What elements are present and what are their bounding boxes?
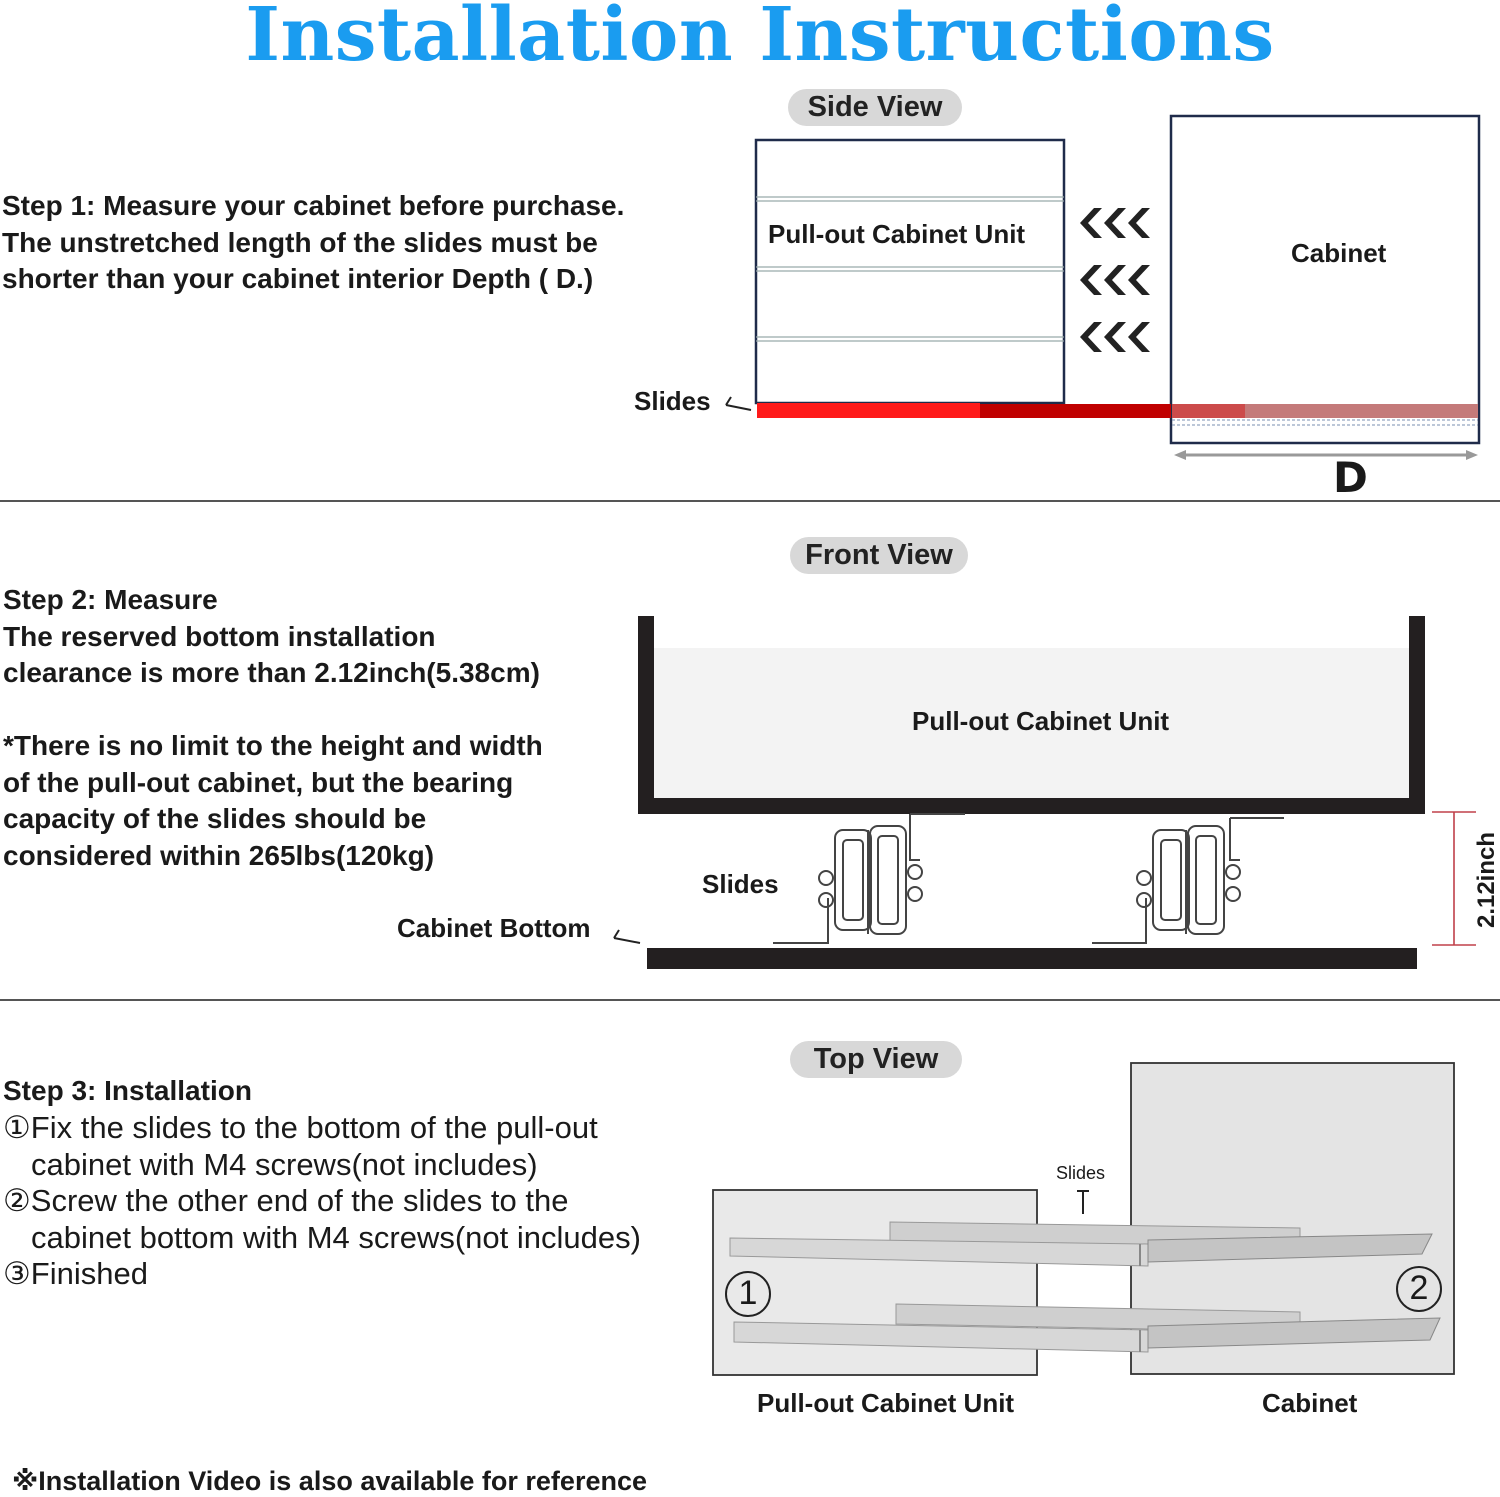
front-unit-label: Pull-out Cabinet Unit (912, 706, 1170, 736)
chevron-left-icon (1080, 208, 1150, 238)
step3-line: cabinet bottom with M4 screws(not includes) (31, 1219, 641, 1255)
step3-text (3, 1110, 641, 1293)
side-view-heading: Side View (788, 89, 962, 126)
step1-line: The unstretched length of the slides must be (2, 226, 598, 258)
step2-text (3, 582, 543, 874)
step2-line: *There is no limit to the height and width (3, 730, 543, 761)
step2-line (3, 692, 543, 729)
step2-line: Step 2: Measure (3, 584, 218, 615)
step3-line: ②Screw the other end of the slides to the (3, 1183, 569, 1218)
marker-1-label: 1 (738, 1274, 758, 1312)
front-view-heading: Front View (790, 537, 968, 574)
top-slides-label: Slides (1056, 1163, 1106, 1183)
step2-line: capacity of the slides should be (3, 803, 427, 834)
step3-title: Step 3: Installation (3, 1075, 252, 1106)
step3-line: cabinet with M4 screws(not includes) (31, 1146, 538, 1182)
footer-note: ※Installation Video is also available for reference (12, 1466, 647, 1496)
slide-profile-left (773, 814, 965, 943)
clearance-dimension (1432, 812, 1476, 945)
push-arrows (1080, 208, 1150, 352)
front-slides-label: Slides (702, 869, 779, 899)
page-title: Installation Instructions (245, 0, 1275, 78)
step2-line: The reserved bottom installation (3, 620, 436, 652)
step2-line: clearance is more than 2.12inch(5.38cm) (3, 657, 540, 688)
chevron-left-icon (1080, 322, 1150, 352)
cabinet-bottom-pointer-arrow (614, 930, 640, 943)
step1-line: Step 1: Measure your cabinet before purchase. (2, 190, 625, 221)
cabinet-bottom-label: Cabinet Bottom (397, 913, 591, 943)
side-unit-label: Pull-out Cabinet Unit (768, 219, 1026, 249)
depth-label: D (1333, 453, 1368, 502)
top-slides-pointer-arrow (1077, 1190, 1089, 1214)
top-unit-label: Pull-out Cabinet Unit (757, 1388, 1015, 1418)
step3-line: ③Finished (3, 1256, 148, 1291)
side-slides-label: Slides (634, 386, 711, 416)
side-cabinet-box (1171, 116, 1479, 443)
side-unit-box (756, 140, 1064, 403)
front-cabinet-bottom (647, 948, 1417, 969)
slide-profile-right (1092, 818, 1284, 943)
top-cabinet-label: Cabinet (1262, 1388, 1358, 1418)
side-cabinet-label: Cabinet (1291, 238, 1387, 268)
slides-pointer-arrow (726, 397, 751, 410)
depth-arrow (1174, 450, 1478, 460)
step2-line: of the pull-out cabinet, but the bearing (3, 766, 514, 798)
marker-2-label: 2 (1409, 1269, 1429, 1307)
clearance-label: 2.12inch (1473, 831, 1500, 929)
chevron-left-icon (1080, 265, 1150, 295)
step2-line: considered within 265lbs(120kg) (3, 839, 435, 871)
top-view-heading: Top View (790, 1041, 962, 1078)
step3-line: ①Fix the slides to the bottom of the pull-out (3, 1110, 598, 1145)
step1-line: shorter than your cabinet interior Depth ( D.) (2, 263, 594, 294)
